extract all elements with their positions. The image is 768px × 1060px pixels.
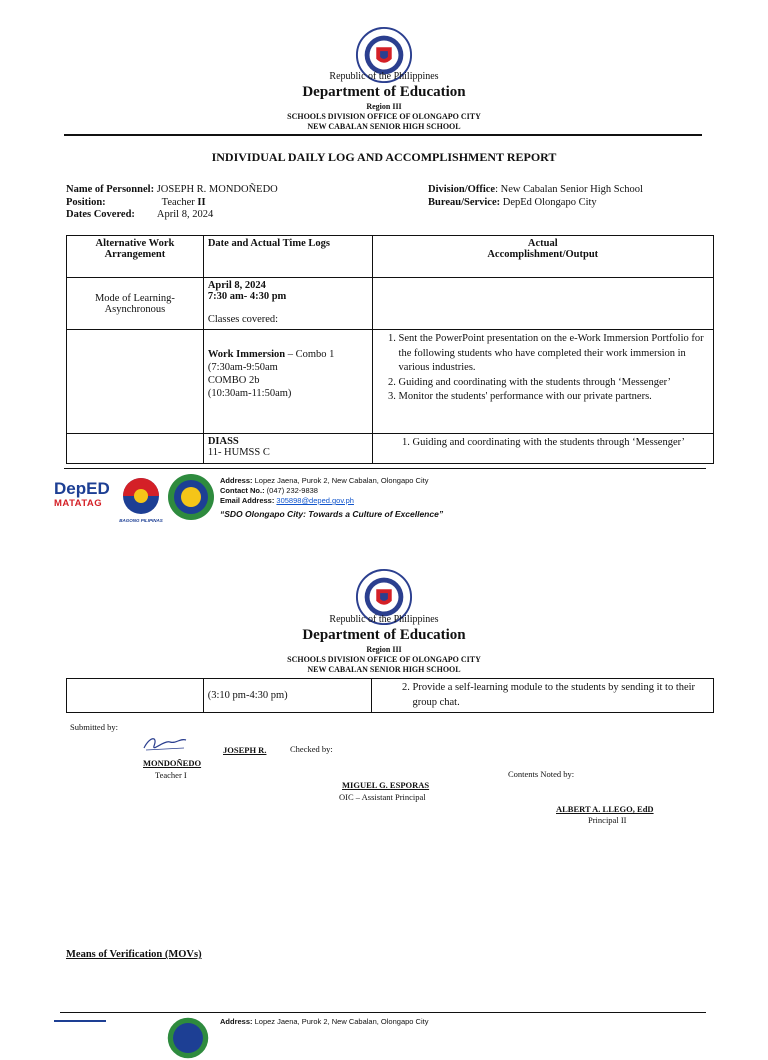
col-output-header: Actual Accomplishment/Output [372,236,713,278]
deped-matatag-logo [54,480,112,509]
signature-icon [140,732,190,754]
combo2-label: COMBO 2b [207,375,260,386]
mode-cell: Mode of Learning-Asynchronous [67,278,204,330]
personnel-info [66,184,278,222]
submitter-name-part1: JOSEPH R. [223,745,267,755]
position-grade: II [197,196,206,208]
subject-work-immersion: Work Immersion [207,349,286,360]
matatag-logo-text: MATATAG [54,498,103,509]
classes-label: Classes covered: [207,314,279,325]
region-line: Region III [366,645,402,654]
work-immersion-cell [203,330,372,434]
noted-by-label: Contents Noted by: [508,769,575,779]
date-cell [203,278,372,330]
address-text: Lopez Jaena, Purok 2, New Cabalan, Olongapo City [252,476,429,485]
mode-cell-empty [67,330,204,434]
footer-contact: Address: Lopez Jaena, Purok 2, New Cabalan, Olongapo City [220,1017,429,1026]
sdo-olongapo-logo-icon [166,1016,210,1060]
contact-text: (047) 232-9838 [264,486,318,495]
list-item: 1. Guiding and coordinating with the students through ‘Messenger’ [413,436,709,451]
table-row [67,330,714,434]
republic-line: Republic of the Philippines [329,614,439,625]
time-cell: (3:10 pm-4:30 pm) [203,679,372,713]
submitter-name-part2: MONDOÑEDO [143,758,202,768]
position-label: Position: [66,196,106,208]
diass-list [376,681,709,710]
footer-logo-strip [54,1020,106,1022]
log-table-continued [66,678,714,713]
bagong-pilipinas-text: BAGONG PILIPINAS [119,518,163,523]
mode-cell-empty [67,434,204,464]
checker-name: MIGUEL G. ESPORAS [342,780,430,790]
list-item: 2. Guiding and coordinating with the students through ‘Messenger’ [399,376,709,391]
mode-cell-empty [67,679,204,713]
noter-name: ALBERT A. LLEGO, EdD [556,804,654,814]
republic-line: Republic of the Philippines [329,71,439,82]
school-line: NEW CABALAN SENIOR HIGH SCHOOL [307,122,461,131]
accomplishment-cell [372,330,713,434]
diass-cell [203,434,372,464]
department-title: Department of Education [302,84,466,100]
dates-label: Dates Covered: [66,209,135,220]
output-cell-empty [372,278,713,330]
table-row [67,278,714,330]
table-header-row [67,236,714,278]
division-line: SCHOOLS DIVISION OFFICE OF OLONGAPO CITY [287,655,481,664]
office-info [428,184,643,209]
name-label: Name of Personnel: [66,184,155,195]
submitted-by-label: Submitted by: [70,722,118,732]
list-item: 3. Monitor the students' performance with our private partners. [399,390,709,405]
division-line: SCHOOLS DIVISION OFFICE OF OLONGAPO CITY [287,112,481,121]
address-text: Lopez Jaena, Purok 2, New Cabalan, Olongapo City [252,1017,429,1026]
diass-output-cell [372,434,713,464]
submitter-role: Teacher I [155,770,187,780]
bureau-value: DepEd Olongapo City [500,196,597,208]
accomplishment-list [377,332,709,405]
combo1-time: (7:30am-9:50am [207,362,278,373]
division-value: : New Cabalan Senior High School [495,184,643,195]
log-time: 7:30 am- 4:30 pm [207,291,287,302]
department-title: Department of Education [302,627,466,643]
deped-logo-text: DepED [54,479,110,498]
email-link[interactable]: 305898@deped.gov.ph [276,496,354,505]
header-divider [64,134,702,136]
sdo-olongapo-logo-icon [166,472,216,522]
footer-contact: Address: Lopez Jaena, Purok 2, New Cabalan, Olongapo City Contact No.: (047) 232-9838 Email Address: 305898@deped.gov.ph [220,476,429,505]
log-table [66,235,714,464]
bureau-label: Bureau/Service: [428,196,501,208]
bagong-pilipinas-logo-icon [116,474,166,524]
log-date: April 8, 2024 [207,280,266,291]
subject-diass: DIASS [207,436,239,447]
list-item: 1. Sent the PowerPoint presentation on the e-Work Immersion Portfolio for the following students who have completed their work immersion in various industries. [399,332,709,376]
report-title: INDIVIDUAL DAILY LOG AND ACCOMPLISHMENT REPORT [211,150,557,164]
footer-tagline: “SDO Olongapo City: Towards a Culture of Excellence” [220,509,444,519]
table-row [67,434,714,464]
list-item: 2. Provide a self-learning module to the students by sending it to their group chat. [412,681,709,710]
footer-divider [60,1012,706,1013]
col-arrangement-header: Alternative Work Arrangement [67,236,204,278]
section-label: 11- HUMSS C [207,447,270,458]
table-row [67,679,714,713]
position-value: Teacher [161,196,198,208]
combo1-label: – Combo 1 [285,349,335,360]
region-line: Region III [366,102,402,111]
noter-role: Principal II [588,815,627,825]
diass-list [377,436,709,451]
combo2-time: (10:30am-11:50am) [207,388,292,399]
col-time-header: Date and Actual Time Logs [203,236,372,278]
footer-divider [64,468,706,469]
name-value: JOSEPH R. MONDOÑEDO [156,184,278,195]
movs-heading: Means of Verification (MOVs) [66,949,202,960]
checker-role: OIC – Assistant Principal [339,792,426,802]
dates-value: April 8, 2024 [156,209,214,220]
school-line: NEW CABALAN SENIOR HIGH SCHOOL [307,665,461,674]
division-label: Division/Office [428,184,496,195]
checked-by-label: Checked by: [290,744,333,754]
diass-output-cell [372,679,714,713]
